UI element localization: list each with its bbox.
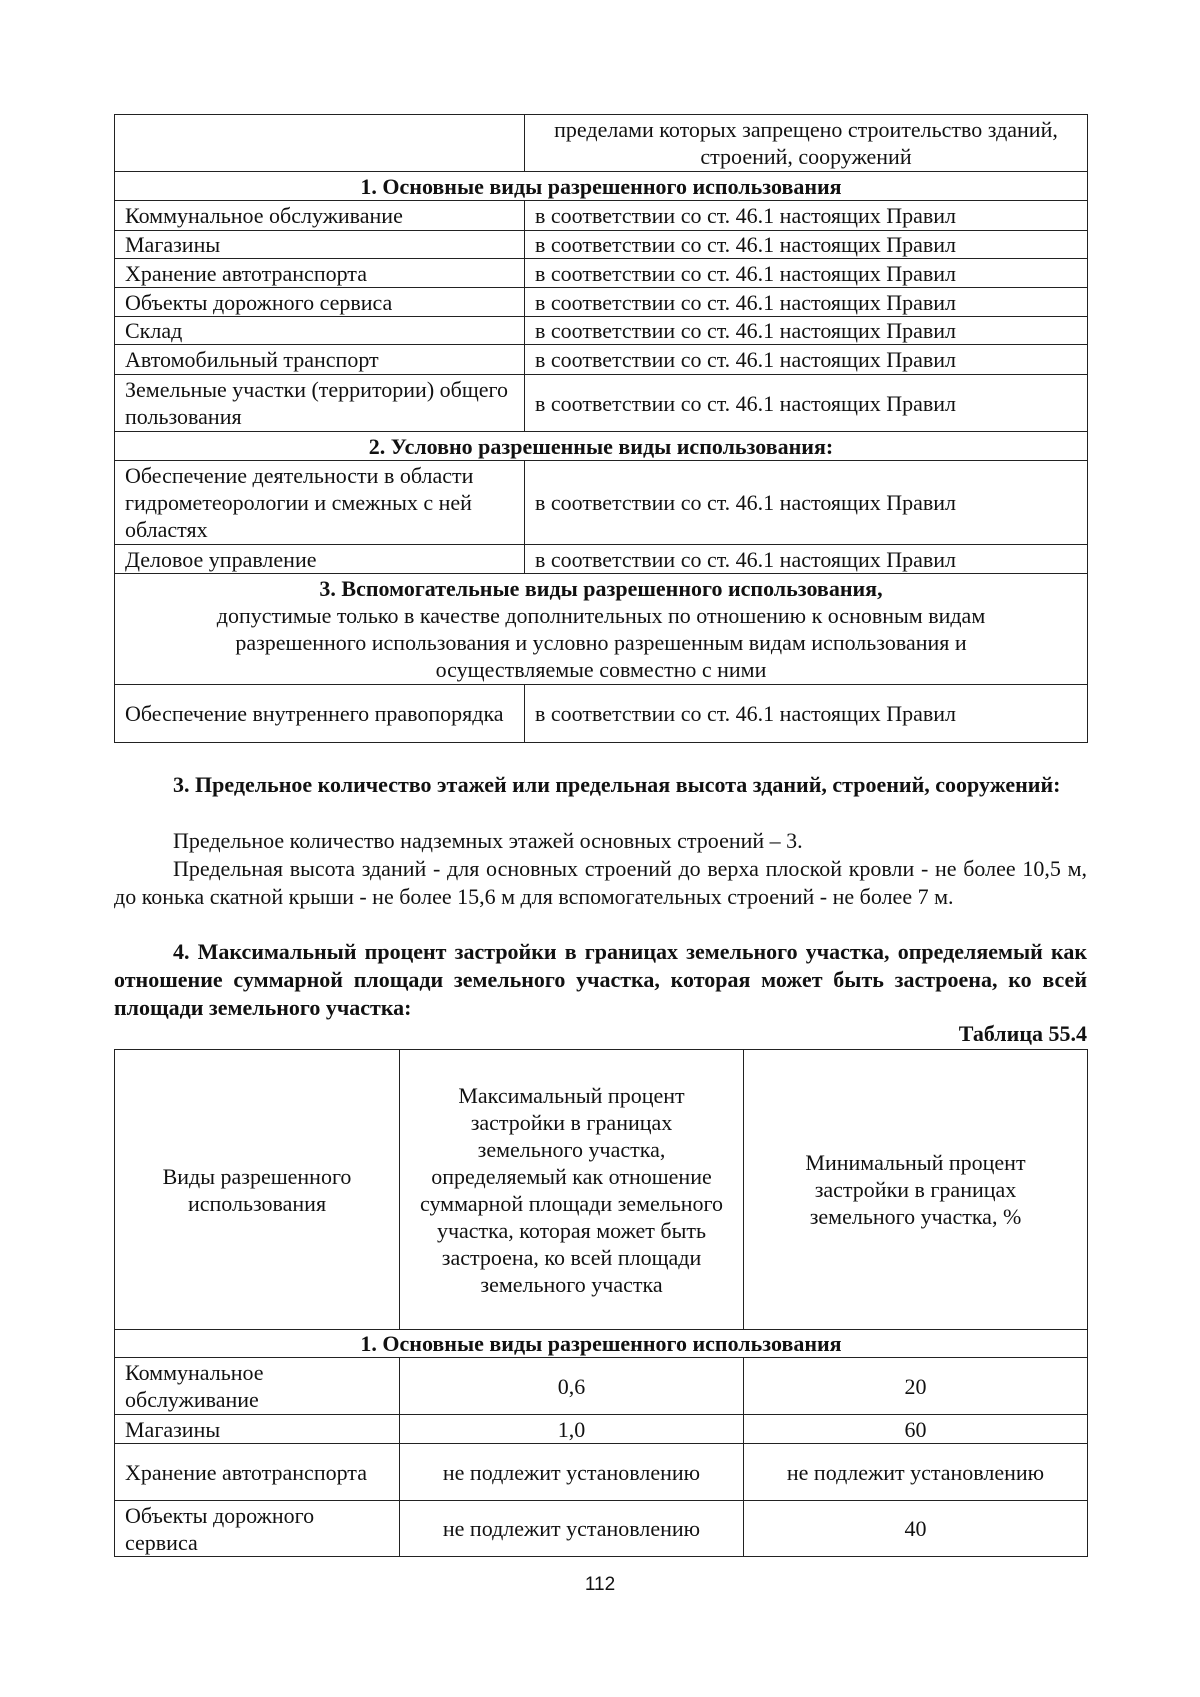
- cell-name: Коммунальное обслуживание: [115, 201, 525, 231]
- cell-name: Объекты дорожного сервиса: [115, 1501, 400, 1557]
- cell-value: в соответствии со ст. 46.1 настоящих Правил: [525, 345, 1088, 375]
- table-row: [115, 1444, 1088, 1501]
- cell-value: в соответствии со ст. 46.1 настоящих Правил: [525, 375, 1088, 432]
- permitted-use-table: [114, 114, 1088, 743]
- cell-max: не подлежит установлению: [400, 1444, 744, 1501]
- cell-name: Магазины: [115, 1415, 400, 1444]
- section-title: 3. Вспомогательные виды разрешенного использования,: [319, 576, 883, 601]
- cell-name: Обеспечение внутреннего правопорядка: [115, 685, 525, 743]
- cell-value: в соответствии со ст. 46.1 настоящих Правил: [525, 259, 1088, 288]
- table-row: [115, 1501, 1088, 1557]
- cell-value: в соответствии со ст. 46.1 настоящих Правил: [525, 545, 1088, 574]
- cell-min: 20: [744, 1358, 1088, 1415]
- cell-value: пределами которых запрещено строительство зданий, строений, сооружений: [525, 115, 1088, 172]
- table-row: [115, 461, 1088, 545]
- cell-name: Хранение автотранспорта: [115, 1444, 400, 1501]
- cell-name: Склад: [115, 317, 525, 345]
- cell-value: в соответствии со ст. 46.1 настоящих Правил: [525, 317, 1088, 345]
- cell-min: не подлежит установлению: [744, 1444, 1088, 1501]
- cell-name: Хранение автотранспорта: [115, 259, 525, 288]
- cell-name: [115, 115, 525, 172]
- cell-value: в соответствии со ст. 46.1 настоящих Правил: [525, 201, 1088, 231]
- section-header: [115, 574, 1088, 685]
- section-3-heading: 3. Предельное количество этажей или предельная высота зданий, строений, сооружений:: [173, 772, 1061, 797]
- cell-min: 60: [744, 1415, 1088, 1444]
- table-row: [115, 1415, 1088, 1444]
- cell-name: Коммунальное обслуживание: [115, 1358, 400, 1415]
- cell-max: не подлежит установлению: [400, 1501, 744, 1557]
- cell-max: 0,6: [400, 1358, 744, 1415]
- cell-max: 1,0: [400, 1415, 744, 1444]
- section-header: 2. Условно разрешенные виды использования:: [115, 432, 1088, 461]
- table-row: [115, 201, 1088, 231]
- table-row: [115, 288, 1088, 317]
- header-row: [115, 1050, 1088, 1330]
- cell-value: в соответствии со ст. 46.1 настоящих Правил: [525, 461, 1088, 545]
- cell-name: Объекты дорожного сервиса: [115, 288, 525, 317]
- table-row: [115, 545, 1088, 574]
- section-header: 1. Основные виды разрешенного использования: [115, 172, 1088, 201]
- table-row: [115, 259, 1088, 288]
- paragraph: Предельная высота зданий - для основных строений до верха плоской кровли - не более 10,5 м, до конька скатной крыши - не более 15,6 м для вспомогательных строений - не более 7 м.: [114, 856, 1087, 909]
- cell-name: Обеспечение деятельности в области гидрометеорологии и смежных с ней областях: [115, 461, 525, 545]
- table-caption: Таблица 55.4: [958, 1021, 1087, 1046]
- building-percent-table: [114, 1049, 1088, 1557]
- column-header: Минимальный процент застройки в границах земельного участка, %: [744, 1050, 1088, 1330]
- cell-value: в соответствии со ст. 46.1 настоящих Правил: [525, 288, 1088, 317]
- table-row: [115, 317, 1088, 345]
- table-row: [115, 1358, 1088, 1415]
- section-subtitle: допустимые только в качестве дополнительных по отношению к основным видам разрешенного использования и условно разрешенным видам использования и осуществляемые совместно с ними: [216, 603, 986, 682]
- table-row: [115, 685, 1088, 743]
- table-row: [115, 375, 1088, 432]
- cell-min: 40: [744, 1501, 1088, 1557]
- cell-value: в соответствии со ст. 46.1 настоящих Правил: [525, 685, 1088, 743]
- page-number: 112: [584, 1574, 616, 1595]
- cell-value: в соответствии со ст. 46.1 настоящих Правил: [525, 231, 1088, 259]
- column-header: Виды разрешенного использования: [115, 1050, 400, 1330]
- column-header: Максимальный процент застройки в границах земельного участка, определяемый как отношение суммарной площади земельного участка, которая может быть застроена, ко всей площади земельного участка: [400, 1050, 744, 1330]
- table-row: [115, 231, 1088, 259]
- cell-name: Земельные участки (территории) общего пользования: [115, 375, 525, 432]
- section-4-heading: 4. Максимальный процент застройки в границах земельного участка, определяемый как отношение суммарной площади земельного участка, которая может быть застроена, ко всей площади земельного участка:: [114, 939, 1087, 1020]
- section-header: 1. Основные виды разрешенного использования: [115, 1330, 1088, 1358]
- cell-name: Деловое управление: [115, 545, 525, 574]
- cell-name: Магазины: [115, 231, 525, 259]
- paragraph: Предельное количество надземных этажей основных строений – 3.: [173, 828, 803, 853]
- table-row: [115, 115, 1088, 172]
- table-row: [115, 345, 1088, 375]
- cell-name: Автомобильный транспорт: [115, 345, 525, 375]
